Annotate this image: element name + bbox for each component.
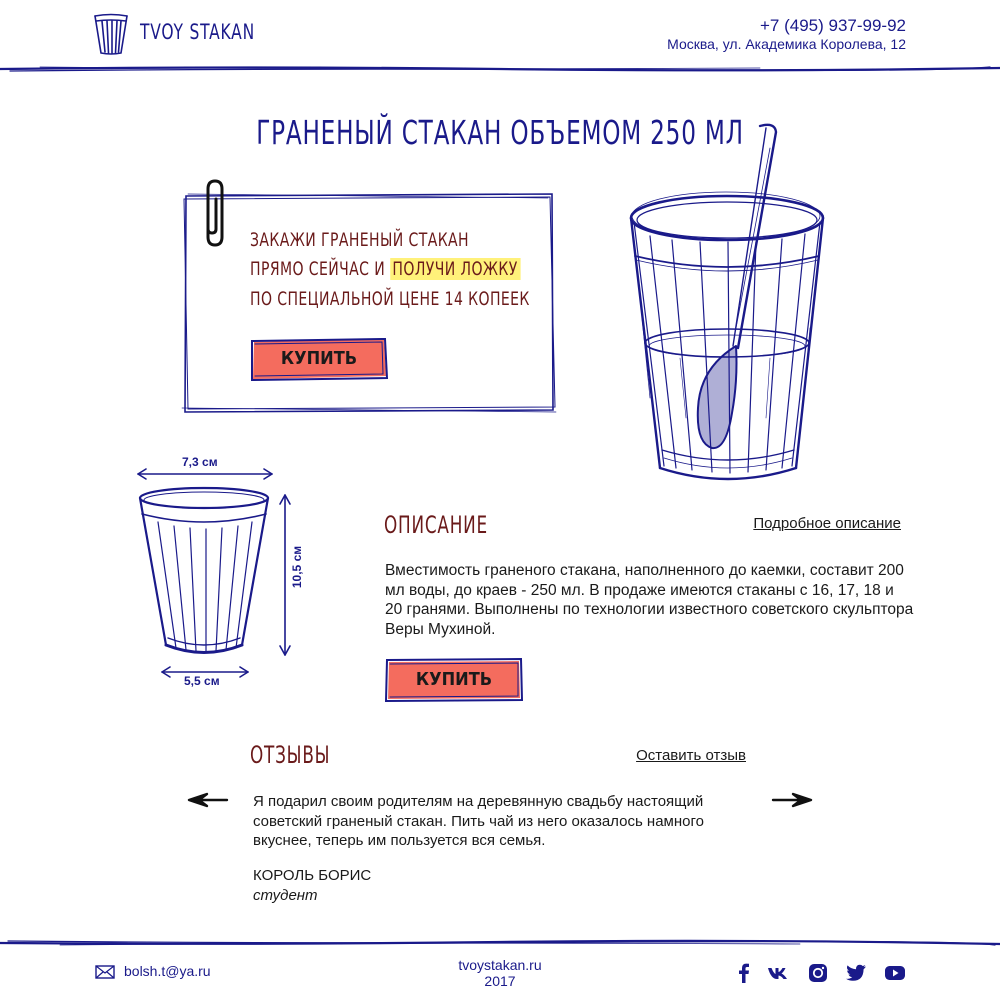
promo-line-2 xyxy=(250,258,520,280)
paperclip-icon xyxy=(200,177,230,249)
review-text: Я подарил своим родителям на деревянную свадьбу настоящий советский граненый стакан. Пить чай из него оказалось намного вкуснее, теперь им пользуется вся семья. xyxy=(253,793,704,849)
promo-line-3: ПО СПЕЦИАЛЬНОЙ ЦЕНЕ 14 КОПЕЕК xyxy=(250,288,530,310)
review-author: КОРОЛЬ БОРИС xyxy=(253,867,372,884)
description-buy-label[interactable]: КУПИТЬ xyxy=(415,669,493,690)
promo-buy-button[interactable] xyxy=(249,336,389,382)
instagram-icon[interactable] xyxy=(807,962,829,984)
dimension-glass-illustration xyxy=(130,450,310,695)
header-address: Москва, ул. Академика Королева, 12 xyxy=(667,36,906,52)
description-text: Вместимость граненого стакана, наполненного до каемки, составит 200 мл воды, до краев - 250 мл. В продаже имеются стаканы с 16, 17, 18 и 20 гранями. Выполнены по технологии известного советского скульптора Веры Мухиной. xyxy=(385,562,914,638)
dimension-height: 10,5 см xyxy=(290,545,305,589)
twitter-icon[interactable] xyxy=(845,962,867,984)
footer-email[interactable]: bolsh.t@ya.ru xyxy=(124,963,211,979)
review-author-role: студент xyxy=(253,887,318,904)
reviews-title: ОТЗЫВЫ xyxy=(250,741,331,769)
footer-divider xyxy=(0,934,1000,952)
promo-line-2-text: ПРЯМО СЕЙЧАС И xyxy=(250,258,386,280)
promo-line-1: ЗАКАЖИ ГРАНЕНЫЙ СТАКАН xyxy=(250,229,470,251)
description-buy-button[interactable] xyxy=(384,657,524,703)
youtube-icon[interactable] xyxy=(884,962,906,984)
detailed-description-link[interactable]: Подробное описание xyxy=(753,515,901,532)
logo-glass-icon[interactable] xyxy=(92,12,130,56)
promo-highlight: ПОЛУЧИ ЛОЖКУ xyxy=(390,258,520,280)
leave-review-link[interactable]: Оставить отзыв xyxy=(636,747,746,764)
facebook-icon[interactable] xyxy=(733,962,755,984)
glass-with-spoon-illustration xyxy=(620,118,835,493)
footer-site[interactable]: tvoystakan.ru xyxy=(458,957,542,973)
header-phone[interactable]: +7 (495) 937-99-92 xyxy=(759,16,906,35)
description-title: ОПИСАНИЕ xyxy=(384,511,488,539)
arrow-left-icon[interactable] xyxy=(185,790,229,810)
footer-year: 2017 xyxy=(484,973,516,989)
dimension-bottom-width: 5,5 см xyxy=(184,674,220,688)
logo-text[interactable]: TVOY STAKAN xyxy=(140,20,255,44)
promo-buy-label[interactable]: КУПИТЬ xyxy=(280,348,358,369)
arrow-right-icon[interactable] xyxy=(771,790,815,810)
vk-icon[interactable] xyxy=(767,962,789,984)
hero-title: ГРАНЕНЫЙ СТАКАН ОБЪЕМОМ 250 МЛ xyxy=(256,113,744,152)
header-divider xyxy=(0,60,1000,78)
dimension-top-width: 7,3 см xyxy=(182,455,218,469)
